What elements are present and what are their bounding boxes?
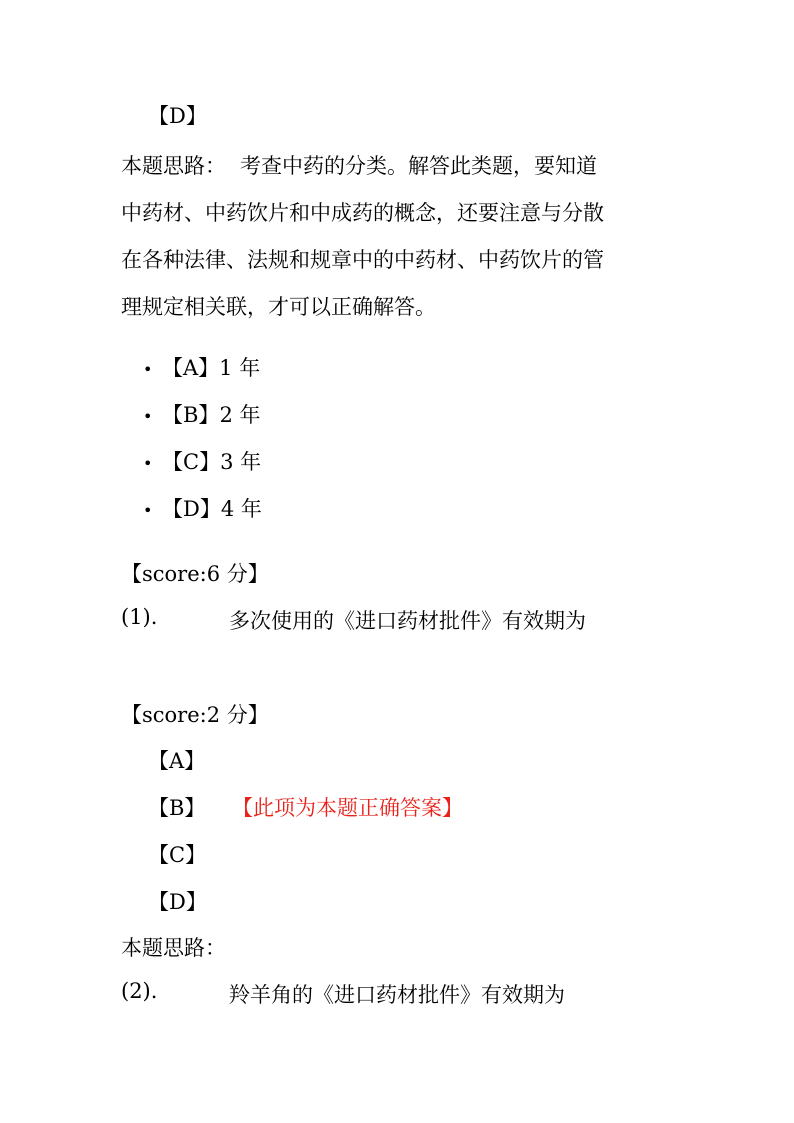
explanation-line-3: 在各种法律、法规和规章中的中药材、中药饮片的管 <box>121 248 604 272</box>
option-item[interactable] <box>162 493 262 523</box>
option-marker: 【B】 <box>162 403 220 427</box>
choice-marker-a[interactable]: 【A】 <box>148 749 206 773</box>
question-number: (1). <box>121 605 158 629</box>
choice-marker-d[interactable]: 【D】 <box>148 890 207 914</box>
explanation-text: 考查中药的分类。解答此类题，要知道 <box>240 154 597 178</box>
bullet-dot: • <box>143 501 153 520</box>
option-marker: 【D】 <box>162 497 221 521</box>
option-text: 2 年 <box>219 403 261 427</box>
option-text: 1 年 <box>219 356 261 380</box>
question-text: 羚羊角的《进口药材批件》有效期为 <box>229 983 565 1007</box>
explanation-line-1 <box>121 143 681 190</box>
option-item[interactable] <box>162 399 260 429</box>
explanation-line-4: 理规定相关联，才可以正确解答。 <box>121 295 436 319</box>
option-text: 3 年 <box>220 450 262 474</box>
option-item[interactable] <box>162 446 261 476</box>
option-marker: 【A】 <box>162 356 220 380</box>
answer-marker: 【D】 <box>148 104 207 128</box>
option-item[interactable] <box>162 352 260 382</box>
bullet-dot: • <box>143 360 153 379</box>
explanation-line-2: 中药材、中药饮片和中成药的概念，还要注意与分散 <box>121 201 604 225</box>
group-score: 【score:6 分】 <box>121 562 269 586</box>
explanation-label-q1: 本题思路： <box>121 936 226 960</box>
explanation-block <box>121 143 681 331</box>
question-number: (2). <box>121 979 158 1003</box>
bullet-dot: • <box>143 407 153 426</box>
question-text: 多次使用的《进口药材批件》有效期为 <box>229 609 586 633</box>
choice-marker-c[interactable]: 【C】 <box>148 843 207 867</box>
bullet-dot: • <box>143 454 153 473</box>
question-score: 【score:2 分】 <box>121 703 269 727</box>
option-text: 4 年 <box>220 497 262 521</box>
choice-marker-b[interactable]: 【B】 <box>148 796 206 820</box>
option-marker: 【C】 <box>162 450 221 474</box>
explanation-label: 本题思路： <box>121 154 226 178</box>
correct-answer-note: 【此项为本题正确答案】 <box>232 796 463 820</box>
